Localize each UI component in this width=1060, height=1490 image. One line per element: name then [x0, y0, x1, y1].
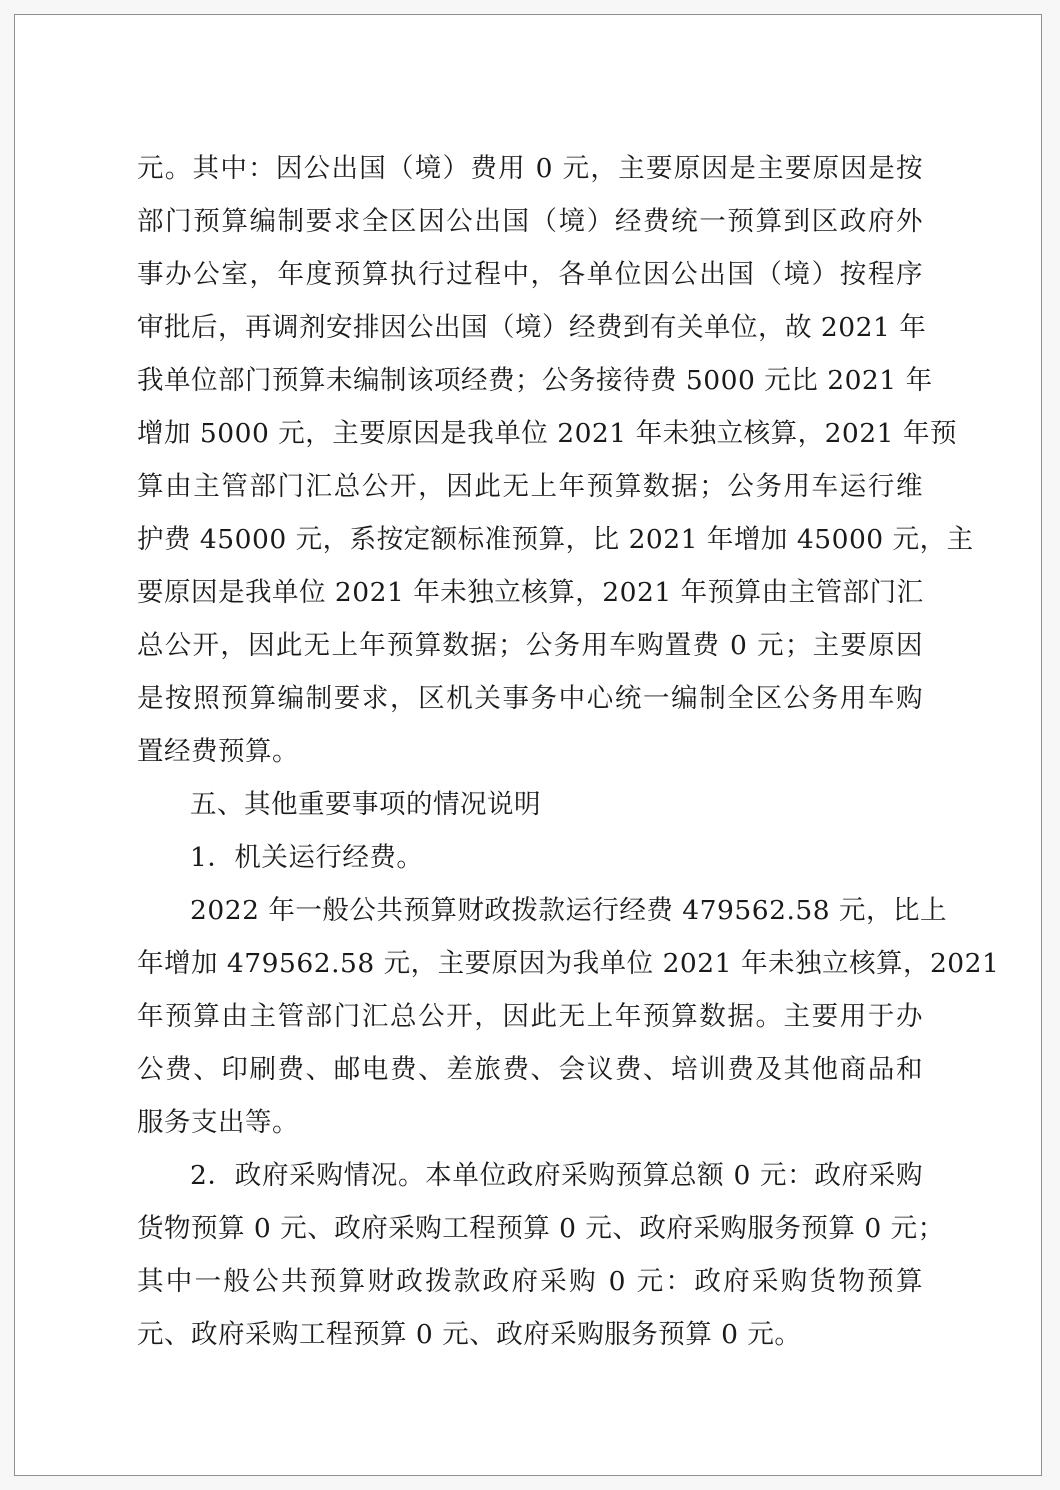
text-line: 2022 年一般公共预算财政拨款运行经费 479562.58 元，比上 [190, 895, 948, 926]
text-line: 算由主管部门汇总公开，因此无上年预算数据；公务用车运行维 [137, 471, 923, 502]
text-line: 服务支出等。 [137, 1107, 299, 1138]
text-line: 要原因是我单位 2021 年未独立核算，2021 年预算由主管部门汇 [137, 577, 924, 608]
text-line: 元、政府采购工程预算 0 元、政府采购服务预算 0 元。 [137, 1319, 802, 1350]
text-line: 货物预算 0 元、政府采购工程预算 0 元、政府采购服务预算 0 元； [137, 1213, 945, 1244]
text-line: 其中一般公共预算财政拨款政府采购 0 元：政府采购货物预算 [137, 1266, 923, 1297]
text-line: 审批后，再调剂安排因公出国（境）经费到有关单位，故 2021 年 [137, 312, 927, 343]
text-line: 总公开，因此无上年预算数据；公务用车购置费 0 元；主要原因 [137, 630, 923, 661]
text-line: 元。其中：因公出国（境）费用 0 元，主要原因是主要原因是按 [137, 153, 923, 184]
text-line: 2．政府采购情况。本单位政府采购预算总额 0 元：政府采购 [190, 1160, 923, 1191]
text-line: 增加 5000 元，主要原因是我单位 2021 年未独立核算，2021 年预 [137, 418, 957, 449]
text-line: 事办公室，年度预算执行过程中，各单位因公出国（境）按程序 [137, 259, 923, 290]
text-line: 部门预算编制要求全区因公出国（境）经费统一预算到区政府外 [137, 206, 923, 237]
text-line: 置经费预算。 [137, 736, 299, 767]
section-heading: 五、其他重要事项的情况说明 [190, 789, 541, 820]
text-line: 年预算由主管部门汇总公开，因此无上年预算数据。主要用于办 [137, 1001, 923, 1032]
text-line: 是按照预算编制要求，区机关事务中心统一编制全区公务用车购 [137, 683, 923, 714]
text-line: 护费 45000 元，系按定额标准预算，比 2021 年增加 45000 元，主 [137, 524, 974, 555]
text-line: 我单位部门预算未编制该项经费；公务接待费 5000 元比 2021 年 [137, 365, 933, 396]
text-line: 年增加 479562.58 元，主要原因为我单位 2021 年未独立核算，2021 [137, 948, 1000, 979]
item-title: 1．机关运行经费。 [190, 842, 424, 873]
text-line: 公费、印刷费、邮电费、差旅费、会议费、培训费及其他商品和 [137, 1054, 923, 1085]
